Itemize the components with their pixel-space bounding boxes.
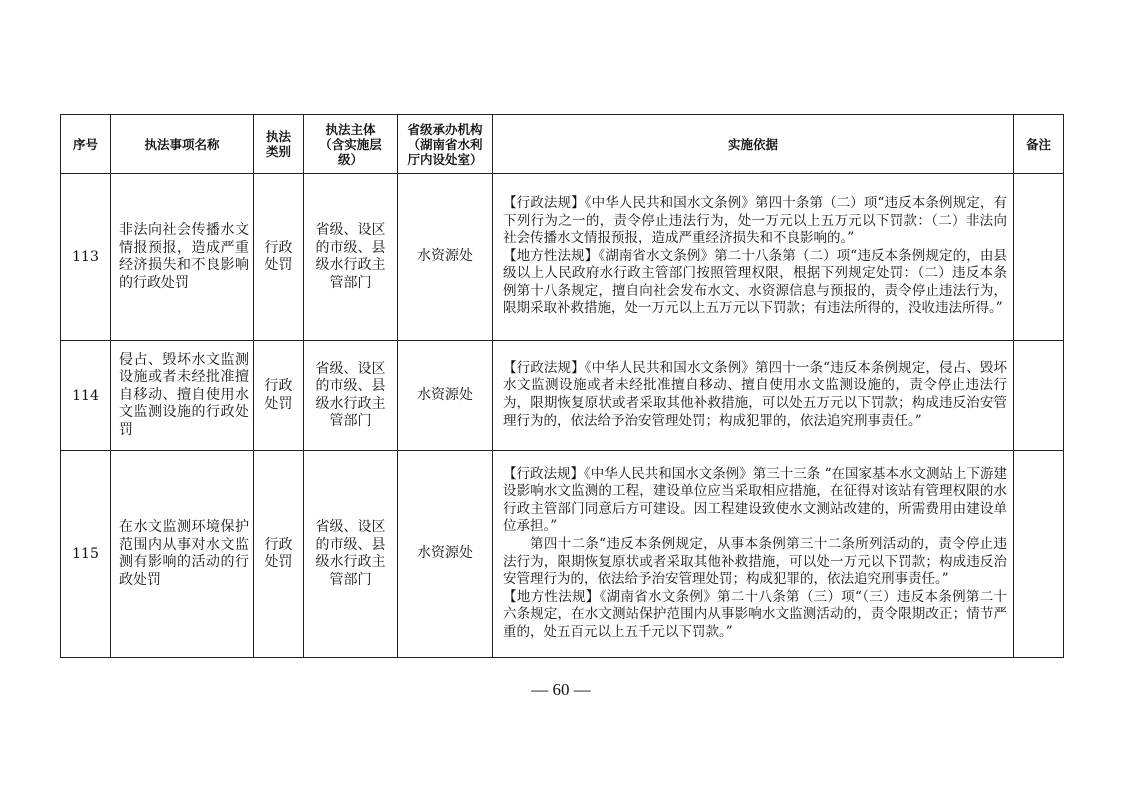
basis-paragraph: 【行政法规】《中华人民共和国水文条例》第三十三条 “在国家基本水文测站上下游建设影响水文监测的工程，建设单位应当采取相应措施，在征得对该站有管理权限的水行政主管部门同意后方可建设。因工程建设致使水文测站改建的，所需费用由建设单位承担。”: [503, 465, 1007, 535]
enforcement-table: [60, 114, 1064, 658]
row-note: [1014, 341, 1064, 451]
header-row: [61, 115, 1064, 174]
basis-paragraph: 【地方性法规】《湖南省水文条例》第二十八条第（二）项“违反本条例规定的，由县级以上人民政府水行政主管部门按照管理权限，根据下列规定处罚：（二）违反本条例第十八条规定，擅自向社会发布水文、水资源信息与预报的，责令停止违法行为，限期采取补救措施，处一万元以上五万元以下罚款；有违法所得的，没收违法所得。”: [503, 247, 1007, 317]
row-category: 行政处罚: [254, 174, 304, 341]
header-category: 执法类别: [254, 115, 304, 174]
row-basis: [493, 451, 1014, 658]
basis-paragraph: 【地方性法规】《湖南省水文条例》第二十八条第（三）项“（三）违反本条例第二十六条规定，在水文测站保护范围内从事影响水文监测活动的，责令限期改正；情节严重的，处五百元以上五千元以下罚款。”: [503, 588, 1007, 640]
row-org: 水资源处: [398, 341, 493, 451]
header-basis: 实施依据: [493, 115, 1014, 174]
basis-paragraph: 【行政法规】《中华人民共和国水文条例》第四十一条“违反本条例规定，侵占、毁坏水文监测设施或者未经批准擅自移动、擅自使用水文监测设施的，责令停止违法行为，限期恢复原状或者采取其他补救措施，可以处五万元以下罚款；构成违反治安管理行为的，依法给予治安管理处罚；构成犯罪的，依法追究刑事责任。”: [503, 359, 1007, 429]
row-org: 水资源处: [398, 174, 493, 341]
header-note: 备注: [1014, 115, 1064, 174]
row-note: [1014, 451, 1064, 658]
row-subject: 省级、设区的市级、县级水行政主管部门: [304, 341, 398, 451]
row-seq: 115: [61, 451, 111, 658]
header-org: 省级承办机构（湖南省水利厅内设处室）: [398, 115, 493, 174]
row-basis: [493, 174, 1014, 341]
row-item-name: 非法向社会传播水文情报预报，造成严重经济损失和不良影响的行政处罚: [111, 174, 254, 341]
basis-paragraph: 【行政法规】《中华人民共和国水文条例》第四十条第（二）项“违反本条例规定，有下列行为之一的，责令停止违法行为，处一万元以上五万元以下罚款：（二）非法向社会传播水文情报预报，造成严重经济损失和不良影响的。”: [503, 194, 1007, 247]
row-subject: 省级、设区的市级、县级水行政主管部门: [304, 451, 398, 658]
table-row: [61, 341, 1064, 451]
row-subject: 省级、设区的市级、县级水行政主管部门: [304, 174, 398, 341]
header-subject: 执法主体（含实施层级）: [304, 115, 398, 174]
row-note: [1014, 174, 1064, 341]
row-category: 行政处罚: [254, 451, 304, 658]
table-row: [61, 174, 1064, 341]
page-number: — 60 —: [531, 680, 591, 699]
table-row: [61, 451, 1064, 658]
header-seq: 序号: [61, 115, 111, 174]
row-category: 行政处罚: [254, 341, 304, 451]
header-name: 执法事项名称: [111, 115, 254, 174]
row-org: 水资源处: [398, 451, 493, 658]
row-item-name: 在水文监测环境保护范围内从事对水文监测有影响的活动的行政处罚: [111, 451, 254, 658]
row-item-name: 侵占、毁坏水文监测设施或者未经批准擅自移动、擅自使用水文监测设施的行政处罚: [111, 341, 254, 451]
row-basis: [493, 341, 1014, 451]
row-seq: 113: [61, 174, 111, 341]
basis-paragraph: 第四十二条“违反本条例规定，从事本条例第三十二条所列活动的，责令停止违法行为，限期恢复原状或者采取其他补救措施，可以处一万元以下罚款；构成违反治安管理行为的，依法给予治安管理处罚；构成犯罪的，依法追究刑事责任。”: [503, 535, 1007, 588]
row-seq: 114: [61, 341, 111, 451]
